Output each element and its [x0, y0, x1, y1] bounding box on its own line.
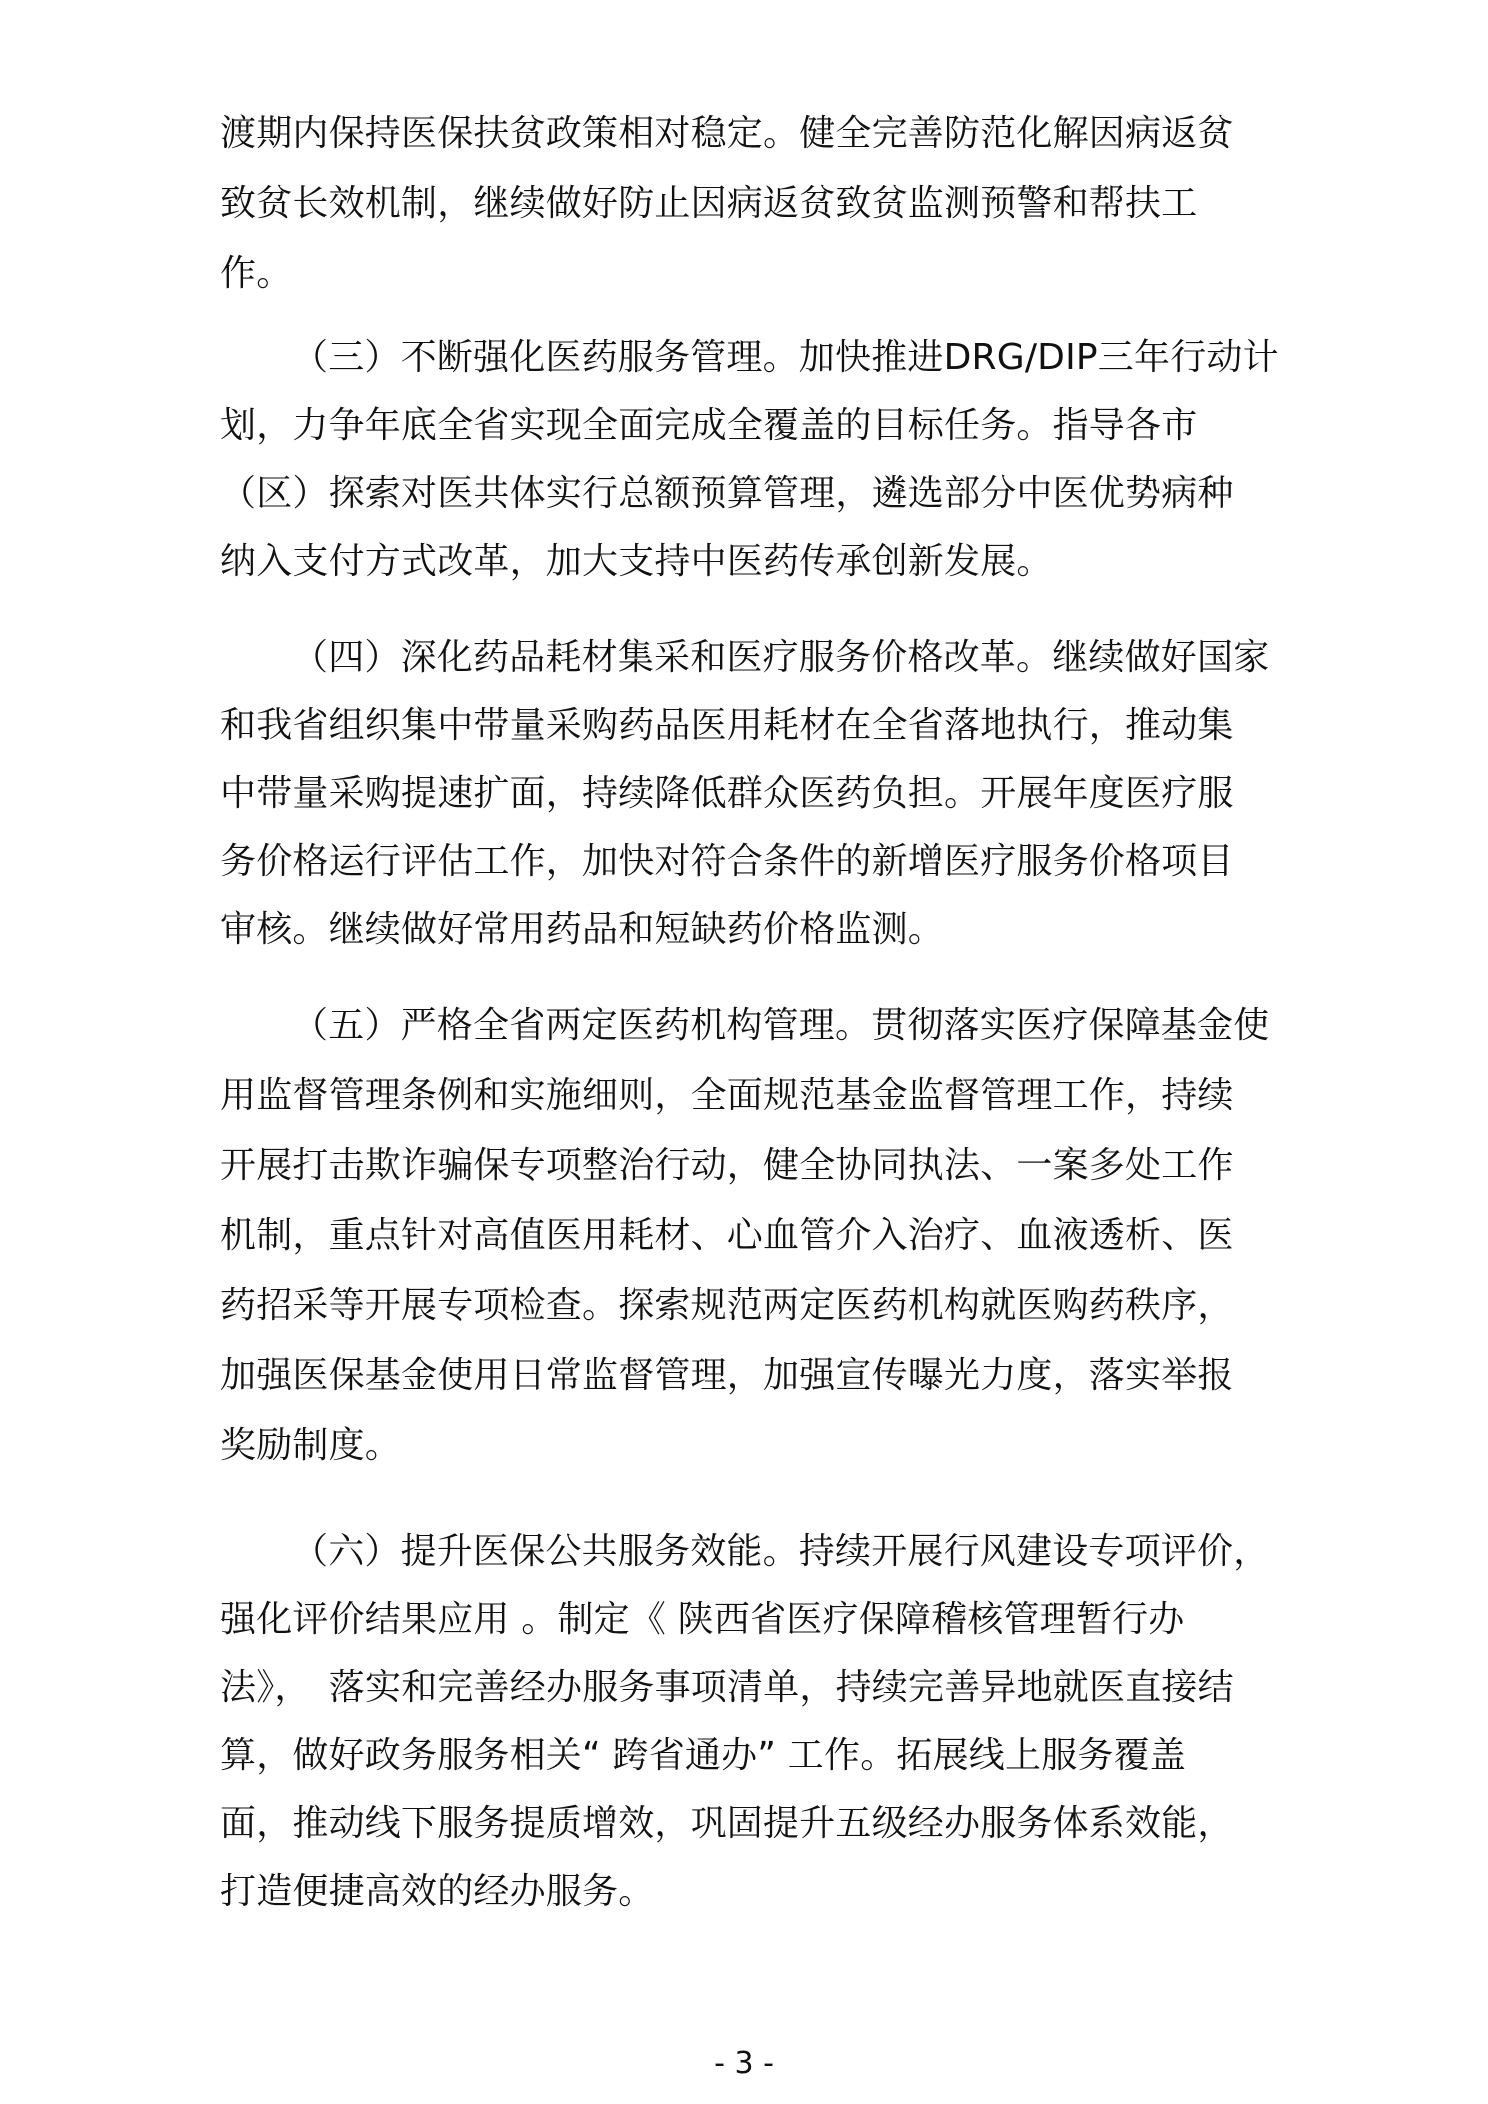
section-heading-5: （五）严格全省两定医药机构管理。贯彻落实医疗保障基金使 [292, 1005, 1270, 1046]
text-line: 划，力争年底全省实现全面完成全覆盖的目标任务。指导各市 [220, 405, 1198, 446]
text-line: 中带量采购提速扩面，持续降低群众医药负担。开展年度医疗服 [220, 773, 1234, 814]
section-heading-3: （三）不断强化医药服务管理。加快推进DRG/DIP三年行动计 [292, 337, 1279, 378]
text-line: 开展打击欺诈骗保专项整治行动，健全协同执法、一案多处工作 [220, 1145, 1234, 1186]
text-line: 奖励制度。 [220, 1425, 402, 1466]
text-line: 面，推动线下服务提质增效，巩固提升五级经办服务体系效能， [220, 1803, 1234, 1844]
text-line: 强化评价结果应用 。制定《 陕西省医疗保障稽核管理暂行办 [220, 1599, 1185, 1640]
section-heading-6: （六）提升医保公共服务效能。持续开展行风建设专项评价， [292, 1531, 1270, 1572]
text-line: 打造便捷高效的经办服务。 [220, 1871, 655, 1912]
section-heading-4: （四）深化药品耗材集采和医疗服务价格改革。继续做好国家 [292, 637, 1270, 678]
text-line: 和我省组织集中带量采购药品医用耗材在全省落地执行，推动集 [220, 705, 1234, 746]
text-line: 渡期内保持医保扶贫政策相对稳定。健全完善防范化解因病返贫 [220, 113, 1234, 154]
text-line: 机制，重点针对高值医用耗材、心血管介入治疗、血液透析、医 [220, 1215, 1234, 1256]
text-line: 用监督管理条例和实施细则，全面规范基金监督管理工作，持续 [220, 1075, 1234, 1116]
page-number: - 3 - [714, 2046, 774, 2081]
text-line: 务价格运行评估工作，加快对符合条件的新增医疗服务价格项目 [220, 841, 1234, 882]
text-line: 药招采等开展专项检查。探索规范两定医药机构就医购药秩序， [220, 1285, 1234, 1326]
text-line: （区）探索对医共体实行总额预算管理，遴选部分中医优势病种 [220, 473, 1234, 514]
text-line: 法》， 落实和完善经办服务事项清单，持续完善异地就医直接结 [220, 1667, 1234, 1708]
text-line: 致贫长效机制，继续做好防止因病返贫致贫监测预警和帮扶工 [220, 183, 1198, 224]
text-line: 纳入支付方式改革，加大支持中医药传承创新发展。 [220, 541, 1053, 582]
text-line: 审核。继续做好常用药品和短缺药价格监测。 [220, 909, 945, 950]
text-line: 作。 [220, 253, 293, 294]
text-line: 加强医保基金使用日常监督管理，加强宣传曝光力度，落实举报 [220, 1355, 1234, 1396]
text-line: 算，做好政务服务相关“ 跨省通办” 工作。拓展线上服务覆盖 [220, 1735, 1186, 1776]
